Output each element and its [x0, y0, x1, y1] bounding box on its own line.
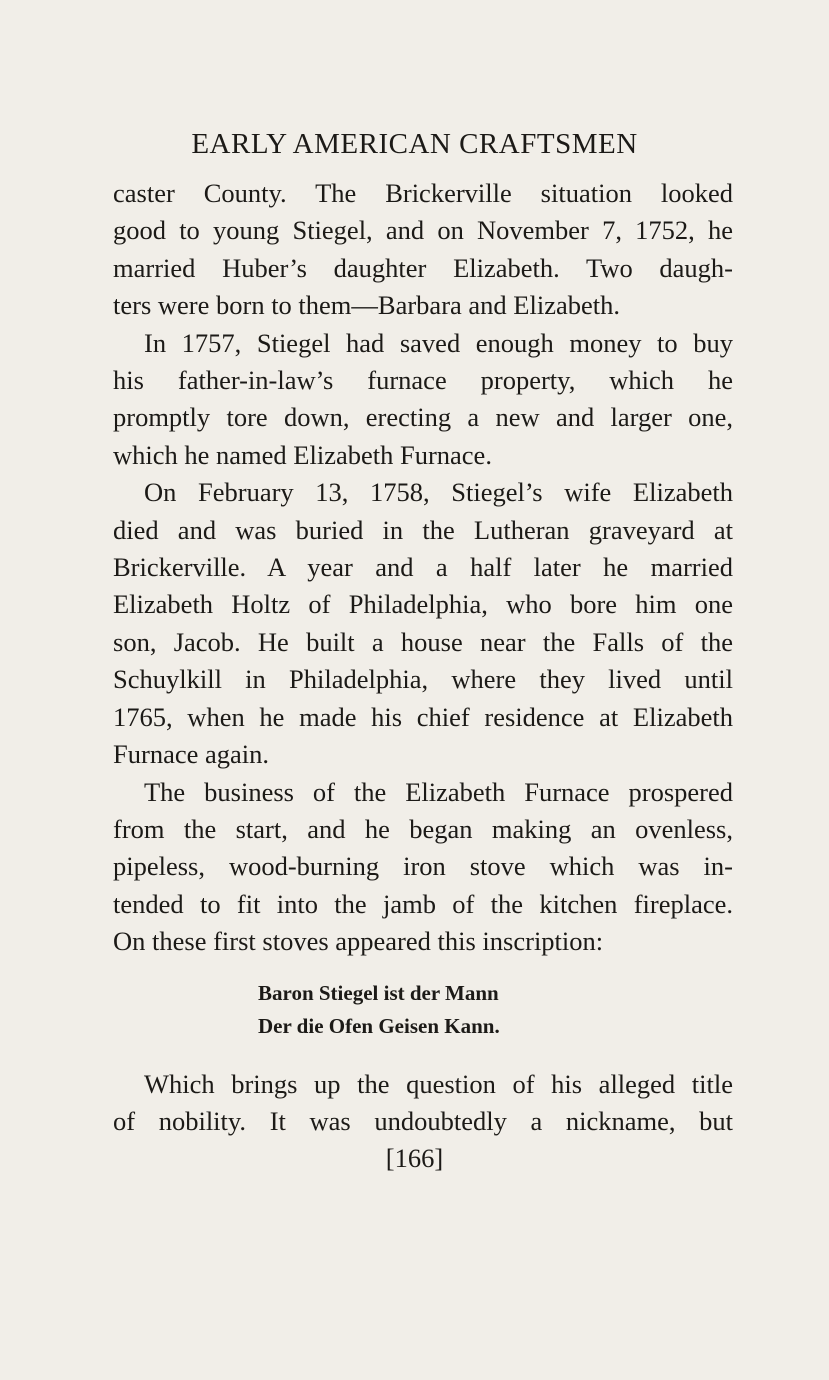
text-line: good to young Stiegel, and on November 7, 1752, he: [113, 215, 733, 246]
text-line: Which brings up the question of his alleged title: [144, 1069, 733, 1099]
text-line: caster County. The Brickerville situation looked: [113, 178, 733, 208]
verse-line: Der die Ofen Geisen Kann.: [258, 1014, 500, 1038]
text-line: Elizabeth Holtz of Philadelphia, who bore him one: [113, 589, 733, 620]
paragraph-4: [113, 774, 733, 961]
text-line: his father-in-law’s furnace property, which he: [113, 365, 733, 396]
stove-inscription-verse: [258, 977, 500, 1043]
text-line: 1765, when he made his chief residence at Elizabeth: [113, 701, 733, 732]
closing-text: [113, 1066, 733, 1141]
text-line: married Huber’s daughter Elizabeth. Two daugh-: [113, 252, 733, 283]
text-line: Brickerville. A year and a half later he married: [113, 552, 733, 583]
text-line: Furnace again.: [113, 739, 269, 770]
text-line: The business of the Elizabeth Furnace prospered: [144, 776, 733, 807]
text-line: of nobility. It was undoubtedly a nickname, but: [113, 1106, 733, 1137]
text-line: On February 13, 1758, Stiegel’s wife Elizabeth: [144, 477, 733, 508]
text-line: ters were born to them—Barbara and Elizabeth.: [113, 290, 620, 321]
text-line: On these first stoves appeared this inscription:: [113, 926, 604, 957]
text-line: from the start, and he began making an ovenless,: [113, 813, 733, 844]
text-line: died and was buried in the Lutheran graveyard at: [113, 514, 733, 545]
running-head: EARLY AMERICAN CRAFTSMEN: [191, 128, 638, 160]
paragraph-1: [113, 175, 733, 325]
text-line: which he named Elizabeth Furnace.: [113, 439, 492, 470]
paragraph-2: [113, 325, 733, 475]
verse-line: Baron Stiegel ist der Mann: [258, 981, 499, 1005]
body-text: [113, 175, 733, 961]
paragraph-5: [113, 1066, 733, 1141]
text-line: Schuylkill in Philadelphia, where they lived until: [113, 664, 733, 695]
text-line: tended to fit into the jamb of the kitchen fireplace.: [113, 888, 733, 919]
paragraph-3: [113, 474, 733, 773]
text-line: In 1757, Stiegel had saved enough money to buy: [144, 327, 733, 358]
page-number: [166]: [385, 1143, 444, 1173]
text-line: son, Jacob. He built a house near the Falls of the: [113, 626, 733, 657]
text-line: promptly tore down, erecting a new and larger one,: [113, 402, 733, 433]
text-line: pipeless, wood-burning iron stove which was in-: [113, 851, 733, 882]
